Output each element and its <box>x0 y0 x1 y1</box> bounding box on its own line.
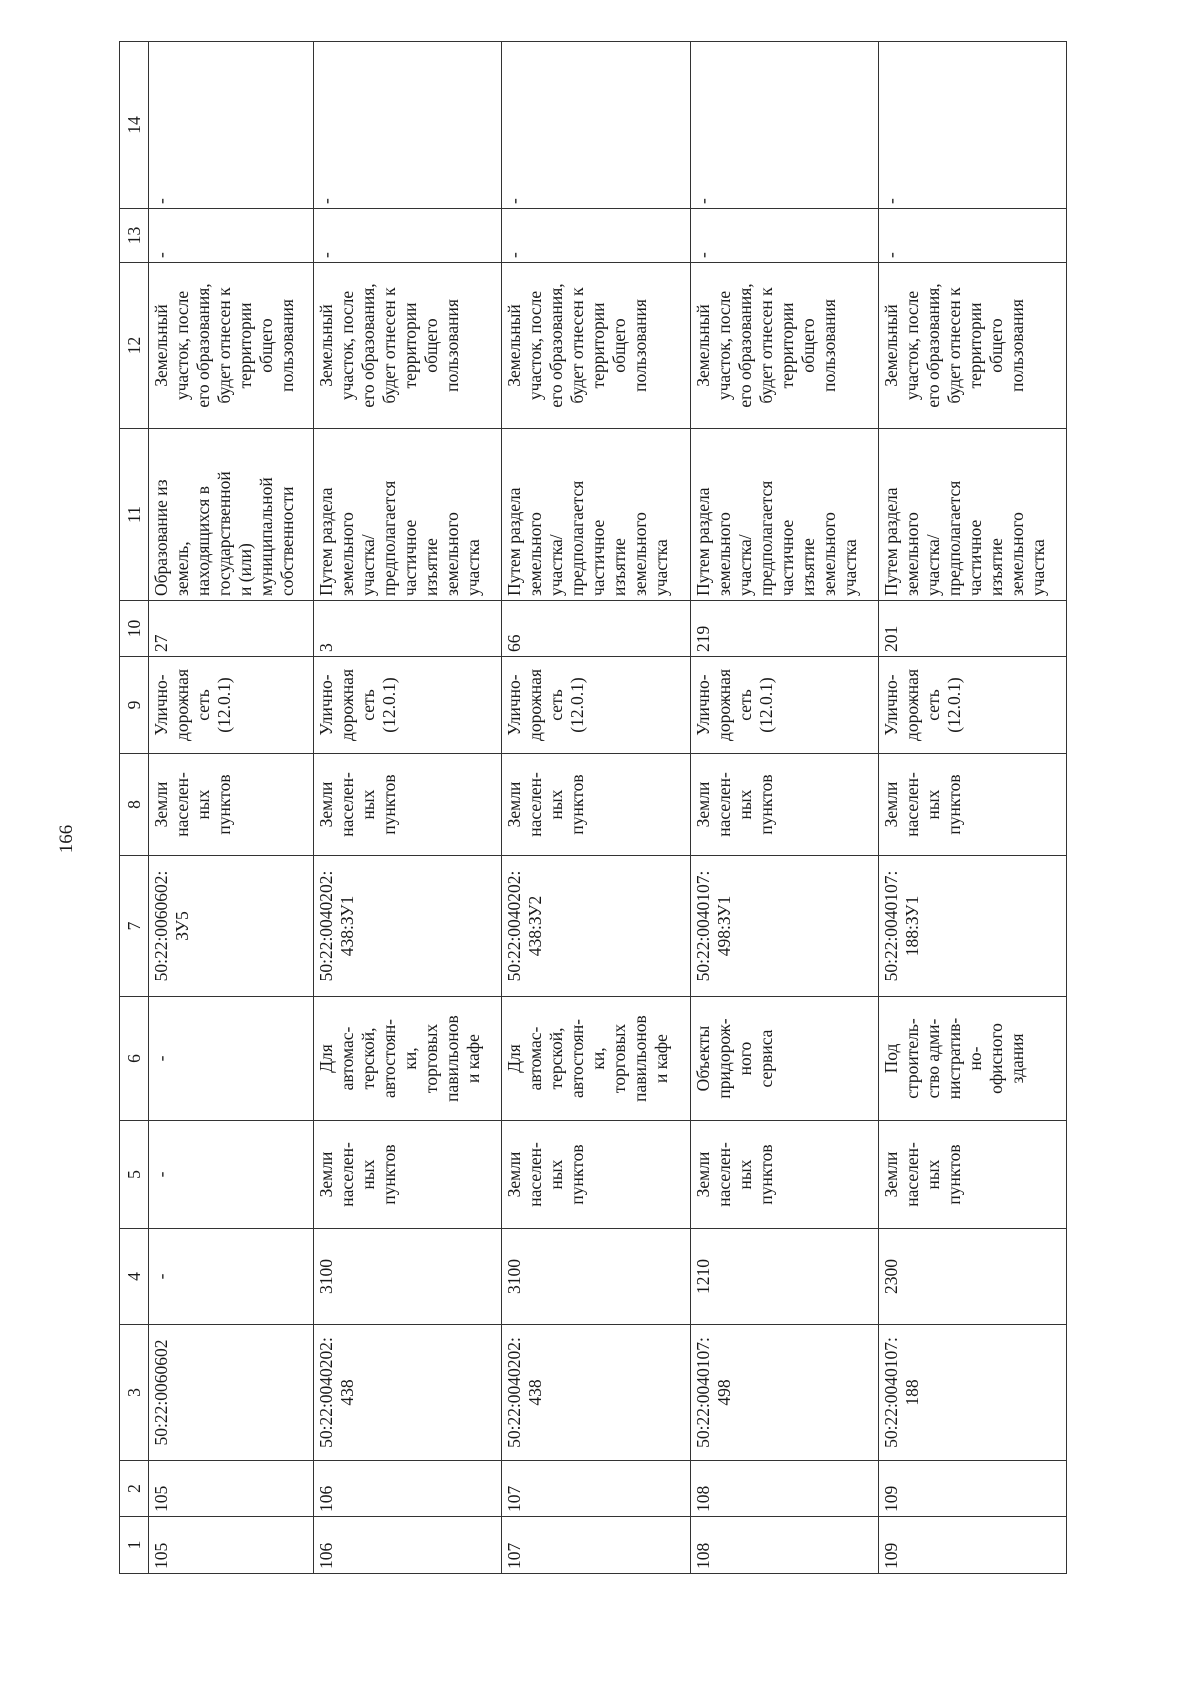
table-container <box>119 42 1067 1574</box>
column-header: 13 <box>120 209 149 263</box>
table-cell: 1210 <box>690 1229 878 1325</box>
table-cell: Земельный участок, после его образования, будет отнесен к территории общего пользования <box>314 263 502 429</box>
table-cell: - <box>149 997 314 1121</box>
table-cell: Улично- дорожная сеть (12.0.1) <box>149 657 314 754</box>
table-cell: Путем раздела земельного участка/ предполагается частичное изъятие земельного участка <box>502 429 690 601</box>
table-cell: Улично- дорожная сеть (12.0.1) <box>502 657 690 754</box>
table-row <box>878 42 1066 1574</box>
table-cell: 106 <box>314 1517 502 1574</box>
table-cell: 108 <box>690 1517 878 1574</box>
column-header: 5 <box>120 1121 149 1229</box>
table-cell: Объекты придорож- ного сервиса <box>690 997 878 1121</box>
column-header: 14 <box>120 42 149 209</box>
table-cell: 50:22:0040202: 438 <box>314 1325 502 1461</box>
table-cell: Земли населен- ных пунктов <box>149 754 314 856</box>
table-cell: 108 <box>690 1461 878 1517</box>
header-row <box>120 42 149 1574</box>
table-row <box>502 42 690 1574</box>
table-cell: Земли населен- ных пунктов <box>502 1121 690 1229</box>
table-cell: 107 <box>502 1461 690 1517</box>
table-cell: Для автомас- терской, автостоян- ки, торговых павильонов и кафе <box>314 997 502 1121</box>
table-cell: - <box>149 1121 314 1229</box>
table-cell: 3 <box>314 601 502 657</box>
table-cell: Путем раздела земельного участка/ предполагается частичное изъятие земельного участка <box>878 429 1066 601</box>
table-cell: Образование из земель, находящихся в государственной и (или) муниципальной собственности <box>149 429 314 601</box>
table-cell: Земли населен- ных пунктов <box>314 754 502 856</box>
table-cell: Земли населен- ных пунктов <box>690 754 878 856</box>
table-cell: Земли населен- ных пунктов <box>502 754 690 856</box>
table-cell: 105 <box>149 1461 314 1517</box>
table-cell: 219 <box>690 601 878 657</box>
table-cell: 50:22:0040202: 438:ЗУ1 <box>314 856 502 997</box>
table-cell: 50:22:0040202: 438:ЗУ2 <box>502 856 690 997</box>
table-cell: Земельный участок, после его образования, будет отнесен к территории общего пользования <box>149 263 314 429</box>
table-cell: - <box>878 209 1066 263</box>
table-cell: - <box>149 1229 314 1325</box>
table-cell: - <box>149 209 314 263</box>
table-cell: 3100 <box>314 1229 502 1325</box>
land-plots-table <box>119 41 1067 1574</box>
table-cell: 50:22:0060602 <box>149 1325 314 1461</box>
column-header: 12 <box>120 263 149 429</box>
column-header: 6 <box>120 997 149 1121</box>
column-header: 4 <box>120 1229 149 1325</box>
table-cell: 50:22:0040202: 438 <box>502 1325 690 1461</box>
table-cell: 106 <box>314 1461 502 1517</box>
table-cell: - <box>314 42 502 209</box>
table-cell: Земли населен- ных пунктов <box>878 1121 1066 1229</box>
table-cell: 109 <box>878 1517 1066 1574</box>
table-cell: 201 <box>878 601 1066 657</box>
table-cell: Путем раздела земельного участка/ предполагается частичное изъятие земельного участка <box>690 429 878 601</box>
table-cell: 3100 <box>502 1229 690 1325</box>
table-cell: 109 <box>878 1461 1066 1517</box>
table-cell: 50:22:0040107: 188 <box>878 1325 1066 1461</box>
table-cell: Земельный участок, после его образования, будет отнесен к территории общего пользования <box>878 263 1066 429</box>
table-cell: - <box>690 42 878 209</box>
column-header: 8 <box>120 754 149 856</box>
table-cell: - <box>502 42 690 209</box>
table-cell: Улично- дорожная сеть (12.0.1) <box>314 657 502 754</box>
table-cell: Улично- дорожная сеть (12.0.1) <box>878 657 1066 754</box>
table-cell: Путем раздела земельного участка/ предполагается частичное изъятие земельного участка <box>314 429 502 601</box>
column-header: 9 <box>120 657 149 754</box>
table-cell: Земли населен- ных пунктов <box>314 1121 502 1229</box>
table-row <box>149 42 314 1574</box>
column-header: 1 <box>120 1517 149 1574</box>
table-cell: - <box>149 42 314 209</box>
table-cell: 66 <box>502 601 690 657</box>
table-cell: - <box>314 209 502 263</box>
table-cell: Земельный участок, после его образования, будет отнесен к территории общего пользования <box>690 263 878 429</box>
column-header: 10 <box>120 601 149 657</box>
table-cell: - <box>502 209 690 263</box>
table-cell: Улично- дорожная сеть (12.0.1) <box>690 657 878 754</box>
table-cell: Земли населен- ных пунктов <box>690 1121 878 1229</box>
table-row <box>314 42 502 1574</box>
table-cell: 50:22:0060602: ЗУ5 <box>149 856 314 997</box>
table-cell: 50:22:0040107: 498:ЗУ1 <box>690 856 878 997</box>
table-cell: 27 <box>149 601 314 657</box>
column-header: 7 <box>120 856 149 997</box>
table-cell: - <box>878 42 1066 209</box>
table-cell: Земли населен- ных пунктов <box>878 754 1066 856</box>
table-cell: Под строитель- ство адми- нистратив- но- офисного здания <box>878 997 1066 1121</box>
column-header: 2 <box>120 1461 149 1517</box>
table-cell: 50:22:0040107: 498 <box>690 1325 878 1461</box>
table-cell: Земельный участок, после его образования, будет отнесен к территории общего пользования <box>502 263 690 429</box>
table-row <box>690 42 878 1574</box>
table-cell: 105 <box>149 1517 314 1574</box>
page-number: 166 <box>56 824 77 854</box>
column-header: 3 <box>120 1325 149 1461</box>
table-cell: Для автомас- терской, автостоян- ки, торговых павильонов и кафе <box>502 997 690 1121</box>
table-cell: 107 <box>502 1517 690 1574</box>
table-cell: 50:22:0040107: 188:ЗУ1 <box>878 856 1066 997</box>
table-cell: - <box>690 209 878 263</box>
column-header: 11 <box>120 429 149 601</box>
table-cell: 2300 <box>878 1229 1066 1325</box>
